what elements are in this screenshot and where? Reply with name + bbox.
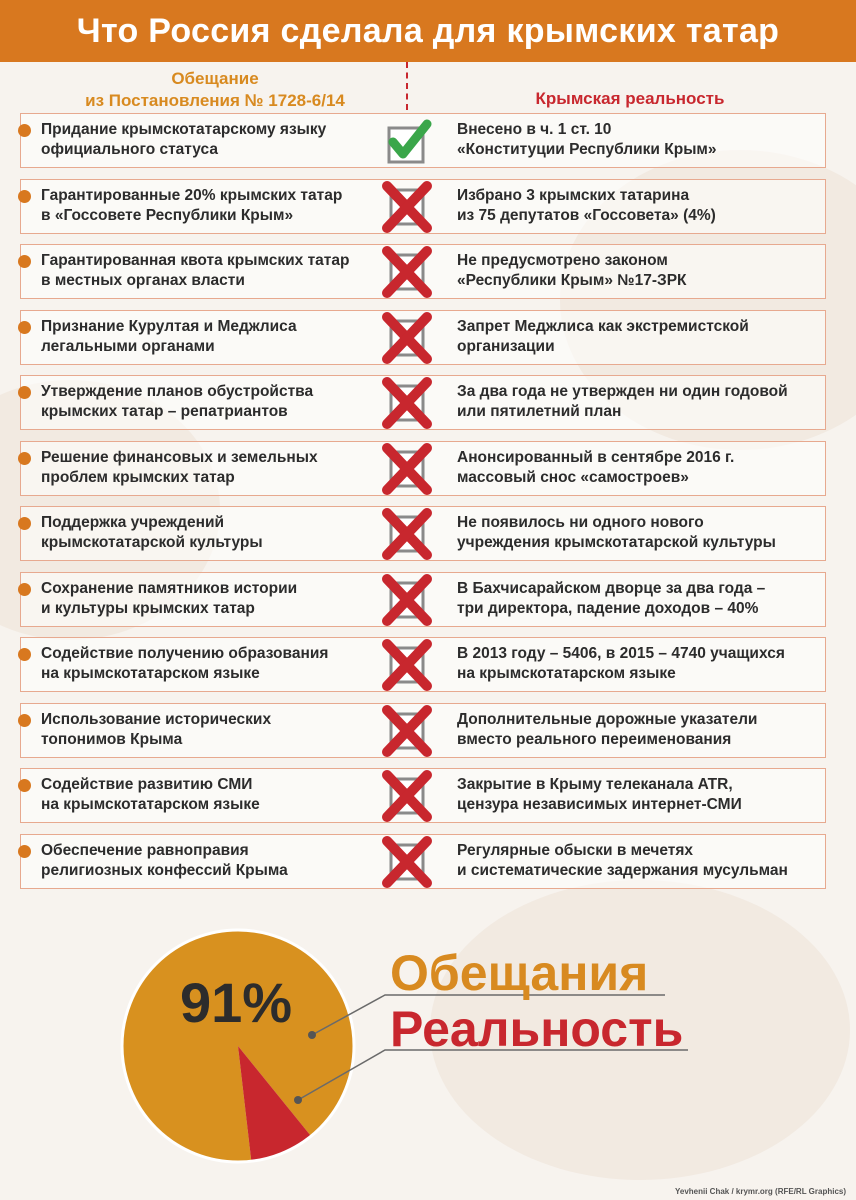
table-row bbox=[20, 375, 826, 430]
promise-line: Поддержка учреждений bbox=[41, 514, 225, 531]
reality-text bbox=[457, 120, 827, 160]
cross-icon bbox=[379, 178, 435, 236]
promise-text bbox=[41, 579, 381, 619]
table-row bbox=[20, 572, 826, 627]
promise-line: религиозных конфессий Крыма bbox=[41, 861, 288, 879]
bullet-dot bbox=[18, 255, 31, 268]
promise-text bbox=[41, 382, 381, 422]
promise-title-line2: из Постановления № 1728-6/14 bbox=[85, 91, 345, 110]
page-title: Что Россия сделала для крымских татар bbox=[76, 11, 780, 50]
promise-column-title bbox=[0, 68, 430, 112]
reality-line: вместо реального переименования bbox=[457, 730, 732, 748]
reality-column-title: Крымская реальность bbox=[535, 89, 725, 108]
bullet-dot bbox=[18, 714, 31, 727]
reality-line: Запрет Меджлиса как экстремистской bbox=[457, 317, 749, 335]
bullet-dot bbox=[18, 845, 31, 858]
cross-icon bbox=[379, 636, 435, 694]
promise-line: Обеспечение равноправия bbox=[41, 841, 249, 859]
pie-data-label: 91% bbox=[180, 971, 293, 1034]
credit-text: Yevhenii Chak / krymr.org (RFE/RL Graphics) bbox=[674, 1187, 846, 1196]
table-row bbox=[20, 244, 826, 299]
promise-line: в местных органах власти bbox=[41, 272, 245, 289]
bullet-dot bbox=[18, 190, 31, 203]
reality-line: цензура независимых интернет-СМИ bbox=[457, 796, 742, 813]
promise-line: Содействие развитию СМИ bbox=[41, 776, 253, 793]
promise-line: Использование исторических bbox=[41, 710, 272, 728]
promise-line: в «Госсовете Республики Крым» bbox=[41, 206, 294, 224]
reality-line: Внесено в ч. 1 ст. 10 bbox=[457, 121, 612, 138]
reality-line: Не появилось ни одного нового bbox=[457, 514, 704, 531]
reality-line: В 2013 году – 5406, в 2015 – 4740 учащихся bbox=[457, 645, 785, 662]
cross-icon bbox=[379, 309, 435, 367]
cross-icon bbox=[379, 374, 435, 432]
reality-text bbox=[457, 448, 827, 488]
promise-line: крымских татар – репатриантов bbox=[41, 403, 288, 420]
reality-line: Закрытие в Крыму телеканала ATR, bbox=[457, 776, 733, 793]
reality-line: За два года не утвержден ни один годовой bbox=[457, 383, 788, 400]
reality-line: учреждения крымскотатарской культуры bbox=[457, 534, 776, 551]
reality-text bbox=[457, 251, 827, 291]
promise-line: на крымскотатарском языке bbox=[41, 796, 260, 813]
promise-line: Сохранение памятников истории bbox=[41, 579, 298, 597]
checkmark-icon bbox=[379, 112, 435, 170]
reality-text bbox=[457, 317, 827, 357]
header-banner bbox=[0, 0, 856, 62]
bullet-dot bbox=[18, 386, 31, 399]
reality-text bbox=[457, 579, 827, 619]
promise-line: Признание Курултая и Меджлиса bbox=[41, 317, 297, 335]
promise-line: официального статуса bbox=[41, 141, 218, 158]
promise-line: Придание крымскотатарскому языку bbox=[41, 121, 327, 138]
reality-text bbox=[457, 710, 827, 750]
bullet-dot bbox=[18, 452, 31, 465]
bullet-dot bbox=[18, 648, 31, 661]
cross-icon bbox=[379, 505, 435, 563]
table-row bbox=[20, 310, 826, 365]
reality-line: Избрано 3 крымских татарина bbox=[457, 186, 690, 204]
reality-text bbox=[457, 513, 827, 553]
legend-promise: Обещания bbox=[390, 945, 649, 1001]
reality-line: Анонсированный в сентябре 2016 г. bbox=[457, 448, 735, 466]
table-row bbox=[20, 113, 826, 168]
promise-line: Содействие получению образования bbox=[41, 645, 329, 662]
legend-reality: Реальность bbox=[390, 1001, 684, 1057]
table-row bbox=[20, 637, 826, 692]
promise-text bbox=[41, 775, 381, 815]
reality-line: на крымскотатарском языке bbox=[457, 665, 676, 682]
promise-text bbox=[41, 317, 381, 357]
reality-line: В Бахчисарайском дворце за два года – bbox=[457, 579, 766, 597]
reality-line: из 75 депутатов «Госсовета» (4%) bbox=[457, 206, 716, 224]
cross-icon bbox=[379, 767, 435, 825]
reality-line: «Республики Крым» №17-ЗРК bbox=[457, 272, 687, 289]
reality-line: Не предусмотрено законом bbox=[457, 252, 668, 269]
promise-line: крымскотатарской культуры bbox=[41, 534, 263, 551]
reality-text bbox=[457, 841, 827, 881]
promise-title-line1: Обещание bbox=[171, 69, 259, 88]
promise-line: проблем крымских татар bbox=[41, 468, 235, 486]
reality-text bbox=[457, 382, 827, 422]
promise-line: Решение финансовых и земельных bbox=[41, 448, 318, 466]
reality-line: «Конституции Республики Крым» bbox=[457, 141, 717, 158]
table-row bbox=[20, 768, 826, 823]
table-row bbox=[20, 179, 826, 234]
reality-line: три директора, падение доходов – 40% bbox=[457, 599, 759, 617]
reality-line: массовый снос «самостроев» bbox=[457, 468, 689, 486]
promise-line: и культуры крымских татар bbox=[41, 599, 255, 617]
promise-line: Гарантированные 20% крымских татар bbox=[41, 186, 343, 204]
promise-text bbox=[41, 513, 381, 553]
promise-text bbox=[41, 448, 381, 488]
table-row bbox=[20, 441, 826, 496]
cross-icon bbox=[379, 833, 435, 891]
promise-text bbox=[41, 710, 381, 750]
reality-line: Регулярные обыски в мечетях bbox=[457, 841, 694, 859]
reality-line: Дополнительные дорожные указатели bbox=[457, 710, 758, 728]
promise-line: Утверждение планов обустройства bbox=[41, 383, 314, 400]
promise-text bbox=[41, 186, 381, 226]
promise-line: на крымскотатарском языке bbox=[41, 665, 260, 682]
reality-text bbox=[457, 186, 827, 226]
bullet-dot bbox=[18, 779, 31, 792]
promise-line: топонимов Крыма bbox=[41, 730, 183, 748]
cross-icon bbox=[379, 702, 435, 760]
promise-text bbox=[41, 251, 381, 291]
bullet-dot bbox=[18, 517, 31, 530]
pie-svg bbox=[118, 926, 358, 1166]
promise-line: легальными органами bbox=[41, 337, 215, 355]
bullet-dot bbox=[18, 583, 31, 596]
reality-line: организации bbox=[457, 337, 555, 355]
reality-line: и систематические задержания мусульман bbox=[457, 861, 788, 879]
reality-text bbox=[457, 644, 827, 684]
cross-icon bbox=[379, 571, 435, 629]
pie-chart bbox=[118, 926, 358, 1166]
promise-text bbox=[41, 841, 381, 881]
promise-text bbox=[41, 120, 381, 160]
bullet-dot bbox=[18, 321, 31, 334]
table-row bbox=[20, 703, 826, 758]
table-row bbox=[20, 834, 826, 889]
cross-icon bbox=[379, 440, 435, 498]
promise-text bbox=[41, 644, 381, 684]
table-row bbox=[20, 506, 826, 561]
cross-icon bbox=[379, 243, 435, 301]
bullet-dot bbox=[18, 124, 31, 137]
promise-line: Гарантированная квота крымских татар bbox=[41, 252, 350, 269]
reality-text bbox=[457, 775, 827, 815]
reality-line: или пятилетний план bbox=[457, 403, 622, 420]
